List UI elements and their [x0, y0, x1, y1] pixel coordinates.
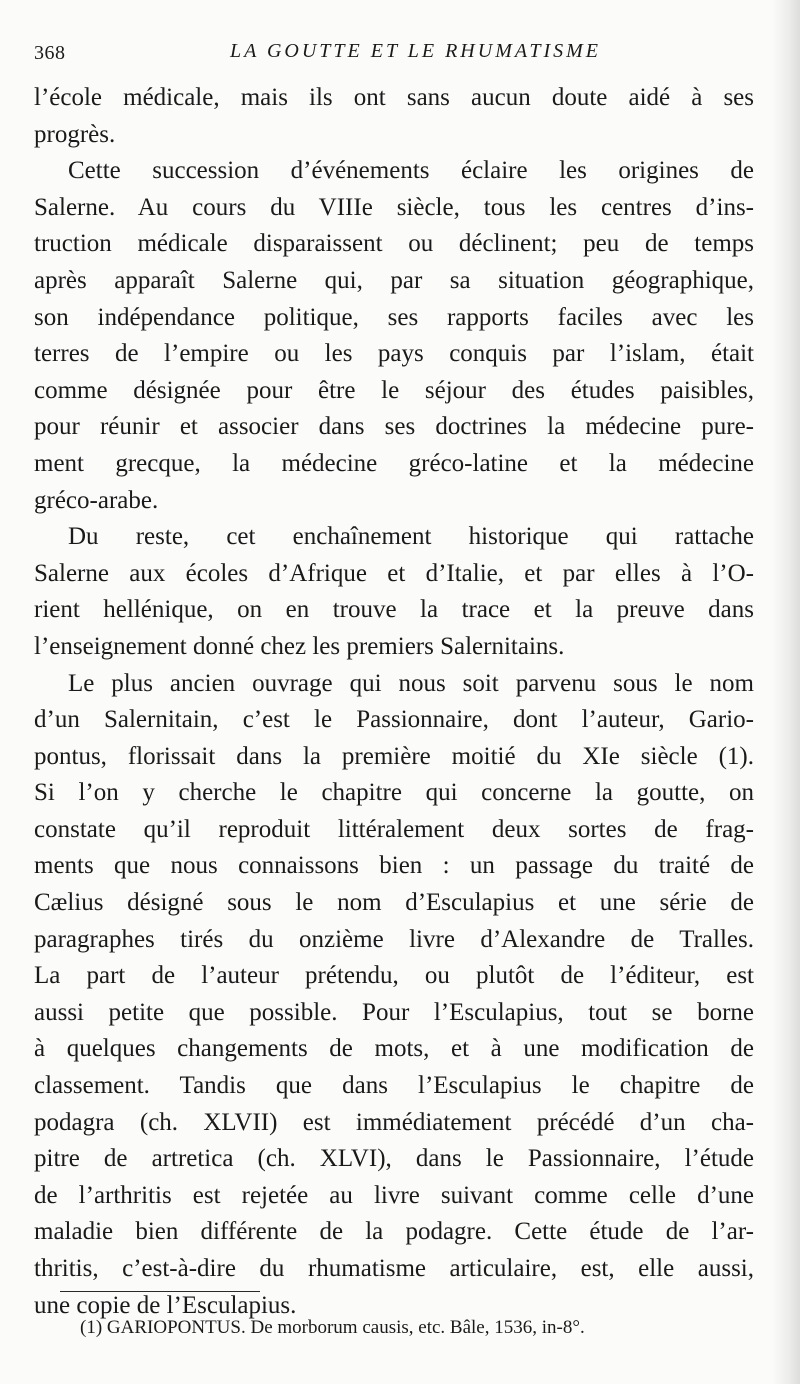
text-line: podagra (ch. XLVII) est immédiatement précédé d’un cha- [34, 1108, 754, 1136]
page-header [34, 40, 754, 74]
text-line: son indépendance politique, ses rapports faciles avec les [34, 303, 754, 331]
text-line: rient hellénique, on en trouve la trace et la preuve dans [34, 596, 754, 624]
text-line: de l’arthritis est rejetée au livre suivant comme celle d’une [34, 1181, 754, 1209]
text-line: truction médicale disparaissent ou déclinent; peu de temps [34, 230, 754, 258]
text-line: d’un Salernitain, c’est le Passionnaire, dont l’auteur, Gario- [34, 706, 754, 734]
text-line: comme désignée pour être le séjour des études paisibles, [34, 376, 754, 404]
text-line: La part de l’auteur prétendu, ou plutôt de l’éditeur, est [34, 962, 754, 990]
text-line: constate qu’il reproduit littéralement deux sortes de frag- [34, 815, 754, 843]
text-line: gréco-arabe. [34, 486, 159, 514]
text-line: Salerne aux écoles d’Afrique et d’Italie, et par elles à l’O- [34, 559, 754, 587]
text-line: pontus, florissait dans la première moitié du XIe siècle (1). [34, 742, 754, 770]
text-line: l’école médicale, mais ils ont sans aucun doute aidé à ses [34, 84, 754, 111]
page-edge-shadow [772, 0, 800, 1384]
text-line: Si l’on y cherche le chapitre qui concerne la goutte, on [34, 779, 754, 807]
text-line: ments que nous connaissons bien : un passage du traité de [34, 852, 754, 880]
running-title: LA GOUTTE ET LE RHUMATISME [230, 40, 601, 62]
text-line: terres de l’empire ou les pays conquis par l’islam, était [34, 340, 754, 368]
text-line: Salerne. Au cours du VIIIe siècle, tous les centres d’ins- [34, 193, 754, 221]
text-line: paragraphes tirés du onzième livre d’Alexandre de Tralles. [34, 925, 754, 953]
text-line: Cælius désigné sous le nom d’Esculapius et une série de [34, 889, 754, 917]
text-line: Cette succession d’événements éclaire les origines de [68, 157, 754, 185]
footnote-separator [60, 1291, 260, 1292]
text-line: pour réunir et associer dans ses doctrines la médecine pure- [34, 413, 754, 441]
text-line: classement. Tandis que dans l’Esculapius le chapitre de [34, 1072, 754, 1100]
text-line: pitre de artretica (ch. XLVI), dans le Passionnaire, l’étude [34, 1145, 754, 1173]
text-line: une copie de l’Esculapius. [34, 1291, 297, 1319]
body-text [34, 80, 754, 1324]
text-line: Le plus ancien ouvrage qui nous soit parvenu sous le nom [68, 669, 754, 697]
text-line: après apparaît Salerne qui, par sa situation géographique, [34, 266, 754, 294]
text-line: ment grecque, la médecine gréco-latine et la médecine [34, 449, 754, 477]
text-line: aussi petite que possible. Pour l’Esculapius, tout se borne [34, 998, 754, 1026]
text-line: Du reste, cet enchaînement historique qui rattache [68, 523, 754, 551]
text-line: maladie bien différente de la podagre. Cette étude de l’ar- [34, 1218, 754, 1246]
footnote: (1) GARIOPONTUS. De morborum causis, etc. Bâle, 1536, in-8°. [80, 1317, 585, 1338]
text-line: l’enseignement donné chez les premiers Salernitains. [34, 632, 565, 660]
text-line: progrès. [34, 120, 116, 148]
text-line: à quelques changements de mots, et à une modification de [34, 1035, 754, 1063]
text-line: thritis, c’est-à-dire du rhumatisme articulaire, est, elle aussi, [34, 1255, 754, 1282]
page-number: 368 [34, 42, 66, 64]
